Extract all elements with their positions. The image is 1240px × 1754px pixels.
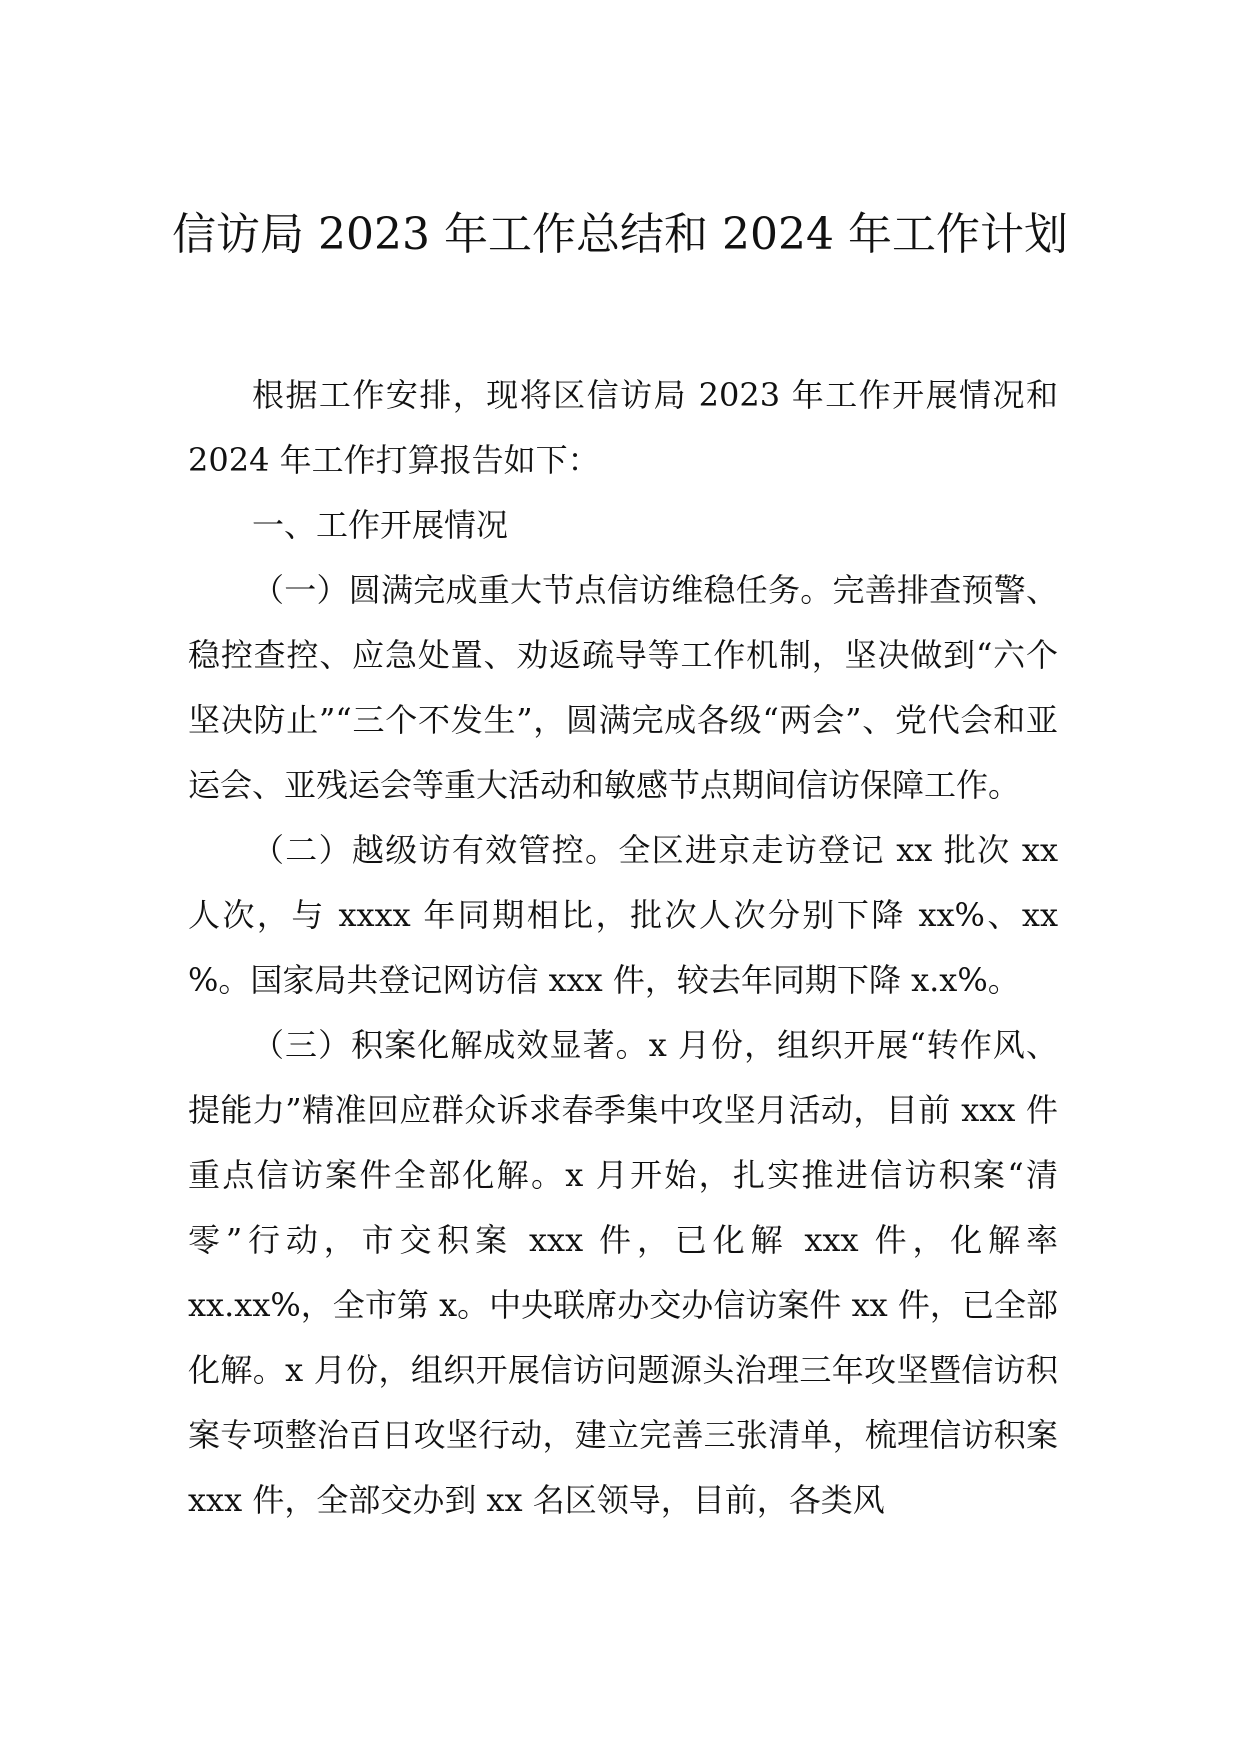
document-title: 信访局 2023 年工作总结和 2024 年工作计划 <box>172 209 1068 260</box>
section-heading: 一、工作开展情况 <box>252 506 509 544</box>
item-paragraph-1: （一）圆满完成重大节点信访维稳任务。完善排查预警、稳控查控、应急处置、劝返疏导等工作机制，坚决做到“六个坚决防止”“三个不发生”，圆满完成各级“两会”、党代会和亚运会、亚残运会等重大活动和敏感节点期间信访保障工作。 <box>188 571 1058 804</box>
item-paragraph-2: （二）越级访有效管控。全区进京走访登记 xx 批次 xx 人次，与 xxxx 年同期相比，批次人次分别下降 xx%、xx %。国家局共登记网访信 xxx 件，较去年同期下降 x.x%。 <box>188 831 1058 999</box>
intro-paragraph: 根据工作安排，现将区信访局 2023 年工作开展情况和 2024 年工作打算报告如下： <box>188 376 1058 479</box>
item-paragraph-3: （三）积案化解成效显著。x 月份，组织开展“转作风、提能力”精准回应群众诉求春季集中攻坚月活动，目前 xxx 件重点信访案件全部化解。x 月开始，扎实推进信访积案“清零”行动，市交积案 xxx 件，已化解 xxx 件，化解率 xx.xx%，全市第 x。中央联席办交办信访案件 xx 件，已全部化解。x 月份，组织开展信访问题源头治理三年攻坚暨信访积案专项整治百日攻坚行动，建立完善三张清单，梳理信访积案 xxx 件，全部交办到 xx 名区领导，目前，各类风 <box>188 1026 1058 1519</box>
document-body <box>188 363 1058 1533</box>
